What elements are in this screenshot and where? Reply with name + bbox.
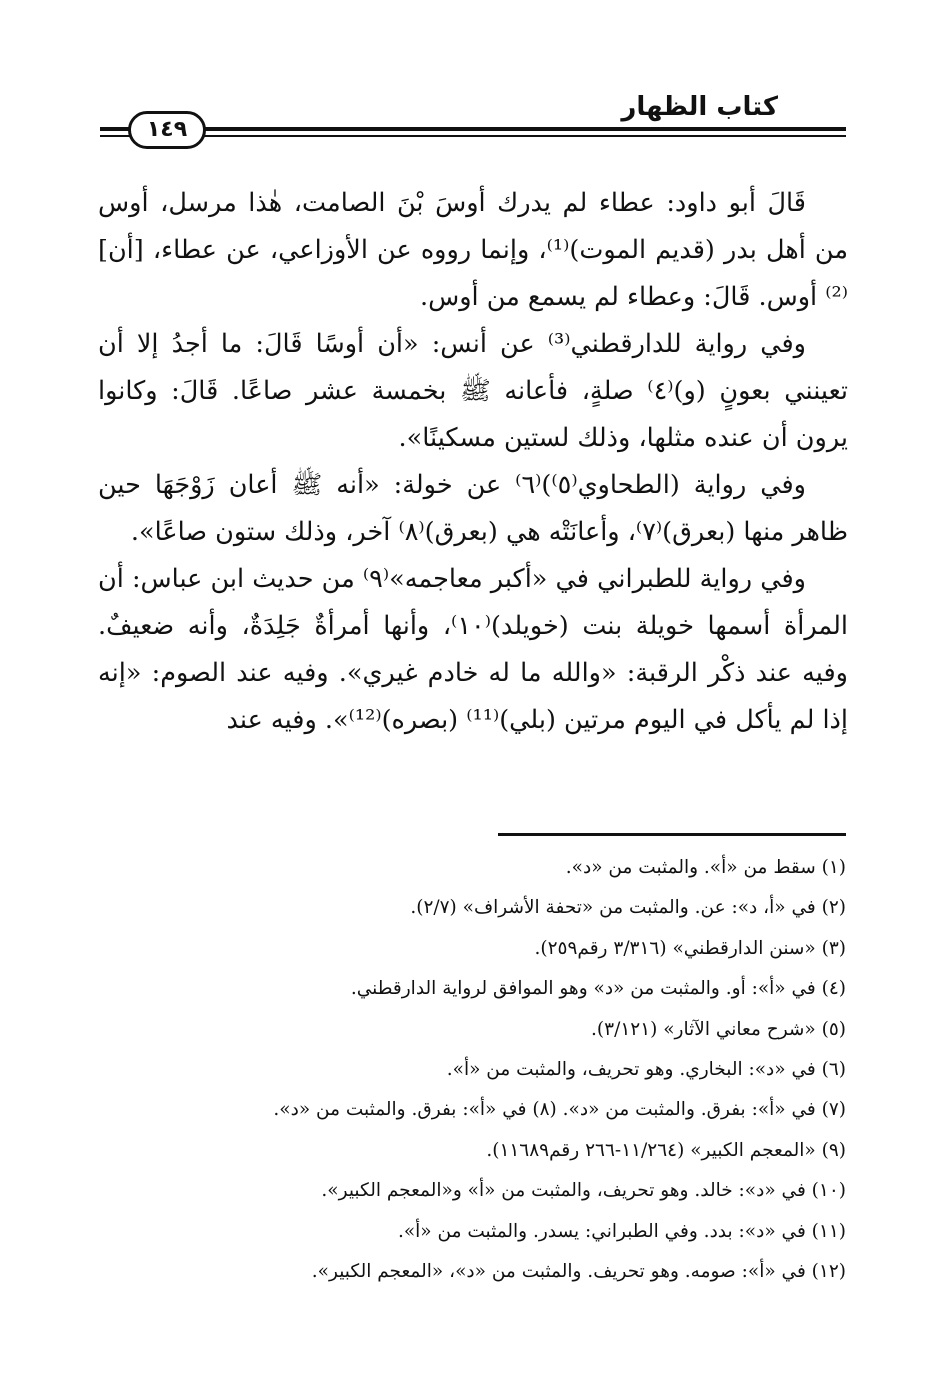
footnote-5: (٥) «شرح معاني الآثار» (٣/١٢١).: [591, 1018, 846, 1040]
footnote-2: (٢) في «أ، د»: عن. والمثبت من «تحفة الأشراف» (٢/٧).: [410, 897, 846, 919]
footnote-9: (٩) «المعجم الكبير» (١١/٢٦٤-٢٦٦ رقم١١٦٨٩).: [486, 1139, 846, 1161]
paragraph-1: قَالَ أبو داود: عطاء لم يدرك أوسَ بْنَ الصامت، هٰذا مرسل، أوس من أهل بدر (قديم الموت)⁽¹⁾، وإنما رووه عن الأوزاعي، عن عطاء، [أن]⁽²⁾ أوس. قَالَ: وعطاء لم يسمع من أوس.: [98, 188, 849, 312]
page-number: ١٤٩: [128, 111, 206, 149]
footnote-12: (١٢) في «أ»: صومه. وهو تحريف. والمثبت من «د»، «المعجم الكبير».: [311, 1261, 846, 1283]
paragraph-3: وفي رواية (الطحاوي⁽٥⁾)⁽٦⁾ عن خولة: «أنه ﷺ أعان زَوْجَهَا حين ظاهر منها (بعرق)⁽٧⁾، وأعانَتْه هي (بعرق)⁽٨⁾ آخر، وذلك ستون صاعًا».: [98, 470, 848, 547]
header-rule-thick: [100, 127, 846, 131]
footnote-separator: [498, 833, 846, 836]
main-text: [98, 180, 848, 744]
header-rule-thin: [100, 135, 846, 137]
footnotes: [98, 848, 846, 1292]
footnote-7-8: (٧) في «أ»: بفرق. والمثبت من «د». (٨) في «أ»: بفرق. والمثبت من «د».: [273, 1099, 846, 1121]
footnote-11: (١١) في «د»: بدد. وفي الطبراني: يسدر. والمثبت من «أ».: [397, 1220, 846, 1242]
paragraph-4: وفي رواية للطبراني في «أكبر معاجمه»⁽٩⁾ من حديث ابن عباس: أن المرأة أسمها خويلة بنت (خويلد)⁽١٠⁾، وأنها أمرأةٌ جَلِدَةٌ، وأنه ضعيفٌ. وفيه عند ذكْر الرقبة: «والله ما له خادم غيري». وفيه عند الصوم: «إنه إذا لم يأكل في اليوم مرتين (بلي)⁽¹¹⁾ (بصره)⁽¹²⁾». وفيه عند: [98, 564, 848, 735]
paragraph-2: وفي رواية للدارقطني⁽³⁾ عن أنس: «أن أوسًا قَالَ: ما أجدُ إلا أن تعينني بعونٍ (و)⁽٤⁾ صلةٍ، فأعانه ﷺ بخمسة عشر صاعًا. قَالَ: وكانوا يرون أن عنده مثلها، وذلك لستين مسكينًا».: [98, 329, 848, 453]
running-header-title: كتاب الظهار: [621, 92, 778, 122]
footnote-10: (١٠) في «د»: خالد. وهو تحريف، والمثبت من «أ» و«المعجم الكبير».: [321, 1180, 846, 1202]
footnote-6: (٦) في «د»: البخاري. وهو تحريف، والمثبت من «أ».: [446, 1059, 846, 1081]
footnote-3: (٣) «سنن الدارقطني» (٣/٣١٦ رقم٢٥٩).: [534, 937, 846, 959]
footnote-1: (١) سقط من «أ». والمثبت من «د».: [565, 857, 846, 878]
footnote-4: (٤) في «أ»: أو. والمثبت من «د» وهو الموافق لرواية الدارقطني.: [350, 978, 846, 1000]
